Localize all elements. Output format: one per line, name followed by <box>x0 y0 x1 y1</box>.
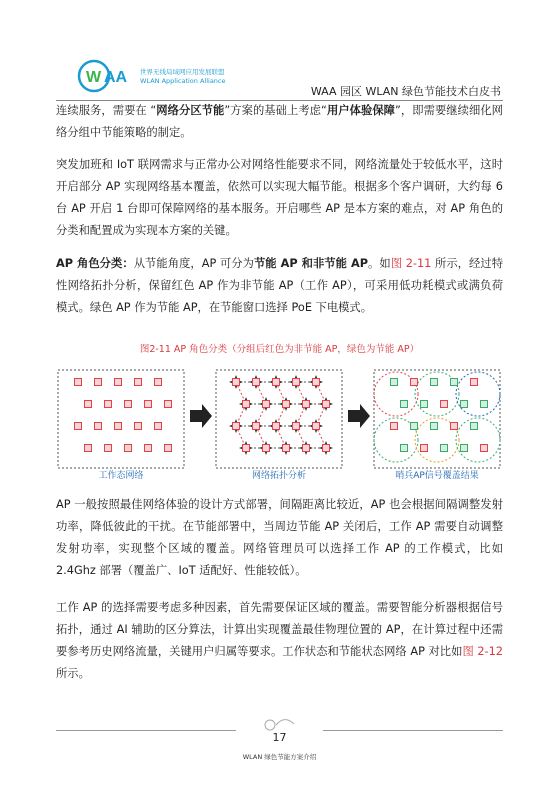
figure-2-11-link[interactable]: 图 2-11 <box>390 257 432 270</box>
waa-logo-icon <box>76 58 138 94</box>
energy-saving-ap-marker <box>471 423 478 430</box>
working-ap-marker <box>481 445 488 452</box>
energy-saving-ap-marker <box>411 423 418 430</box>
p3-text-d: 。如 <box>368 257 391 270</box>
svg-text:W: W <box>86 69 102 86</box>
ap-marker <box>145 401 152 408</box>
ap-marker <box>115 379 122 386</box>
p1-bold-user-experience: 用户体验保障 <box>326 104 396 117</box>
p1-text-a: 连续服务，需要在 “ <box>56 104 157 117</box>
energy-saving-ap-marker <box>421 401 428 408</box>
energy-saving-ap-marker <box>461 401 468 408</box>
ap-marker <box>323 445 330 452</box>
ap-marker <box>75 423 82 430</box>
p1-bold-network-partition: 网络分区节能 <box>156 104 225 117</box>
ap-marker <box>155 379 162 386</box>
energy-saving-ap-marker <box>461 445 468 452</box>
ap-marker <box>263 445 270 452</box>
ap-marker <box>283 445 290 452</box>
ap-marker <box>165 401 172 408</box>
energy-saving-ap-marker <box>401 401 408 408</box>
ap-marker <box>323 401 330 408</box>
energy-saving-ap-marker <box>441 445 448 452</box>
paragraph-5 <box>56 597 503 685</box>
ap-marker <box>155 423 162 430</box>
logo-text-en: WLAN Application Alliance <box>140 77 226 85</box>
ap-marker <box>293 423 300 430</box>
ap-marker <box>233 423 240 430</box>
working-ap-marker <box>391 423 398 430</box>
ap-marker <box>95 423 102 430</box>
ap-marker <box>243 401 250 408</box>
ap-marker <box>85 445 92 452</box>
paragraph-4: AP 一般按照最佳网络体验的设计方式部署，间隔距离比较近，AP 也会根据间隔调整发射功率，降低彼此的干扰。在节能部署中，当周边节能 AP 关闭后，工作 AP 需要自动调整发射功率，实现整个区域的覆盖。网络管理员可以选择工作 AP 的工作模式，比如 2.4Ghz 部署（覆盖广、IoT 适配好、性能较低）。 <box>56 498 503 577</box>
ap-role-figure <box>56 366 503 481</box>
p3-bold-ap-types: 节能 AP 和非节能 AP <box>253 257 368 270</box>
paragraph-3 <box>56 253 503 319</box>
working-ap-marker <box>471 379 478 386</box>
arrow-right-icon <box>190 404 212 428</box>
logo <box>76 58 256 94</box>
working-ap-marker <box>411 379 418 386</box>
logo-text-cn: 世界无线局域网应用发展联盟 <box>140 68 225 76</box>
page-number: 17 <box>272 731 287 744</box>
ap-marker <box>105 445 112 452</box>
ap-marker <box>135 423 142 430</box>
energy-saving-ap-marker <box>451 379 458 386</box>
p5-text-a: 工作 AP 的选择需要考虑多种因素，首先需要保证区域的覆盖。需要智能分析器根据信号拓扑，通过 AI 辅助的区分算法，计算出实现覆盖最佳物理位置的 AP，在计算过程中还需要参考历史网络流量，关键用户归属等要求。工作状态和节能状态网络 AP 对比如 <box>56 601 503 658</box>
ap-marker <box>273 379 280 386</box>
ap-marker <box>303 401 310 408</box>
ap-marker <box>253 423 260 430</box>
ap-marker <box>125 445 132 452</box>
p3-bold-ap-role: AP 角色分类： <box>56 257 134 270</box>
p3-text-b: 从节能角度，AP 可分为 <box>133 257 254 270</box>
ap-marker <box>253 379 260 386</box>
label-sentinel-coverage: 哨兵AP信号覆盖结果 <box>395 471 479 481</box>
p1-text-c: ”方案的基础上考虑“ <box>224 104 327 117</box>
logo-text <box>140 68 226 86</box>
label-topology-analysis: 网络拓扑分析 <box>251 471 306 481</box>
paragraph-2: 突发加班和 IoT 联网需求与正常办公对网络性能要求不同，网络流量处于较低水平，这时开启部分 AP 实现网络基本覆盖，依然可以实现大幅节能。根据多个客户调研，大约每 6 台 AP 开启 1 台即可保障网络的基本服务。开启哪些 AP 是本方案的难点，对 AP 角色的分类和配置成为实现本方案的关键。 <box>56 158 503 237</box>
label-working-network: 工作态网络 <box>98 471 144 481</box>
ap-marker <box>313 423 320 430</box>
energy-saving-ap-marker <box>481 401 488 408</box>
p5-text-c: 所示。 <box>56 667 90 680</box>
figure-2-12-link[interactable]: 图 2-12 <box>462 645 503 658</box>
energy-saving-ap-marker <box>391 379 398 386</box>
svg-text:AA: AA <box>104 69 128 86</box>
p1-text-e: ”，即需要继续细化网络分组中节能策略的制定。 <box>56 104 503 139</box>
ap-marker <box>233 379 240 386</box>
energy-saving-ap-marker <box>401 445 408 452</box>
ap-marker <box>273 423 280 430</box>
working-ap-marker <box>421 445 428 452</box>
figure-caption: 图2-11 AP 角色分类（分组后红色为非节能 AP，绿色为节能 AP） <box>139 344 420 355</box>
ap-marker <box>243 445 250 452</box>
ap-marker <box>85 401 92 408</box>
ap-marker <box>115 423 122 430</box>
working-ap-marker <box>451 423 458 430</box>
ap-marker <box>75 379 82 386</box>
ap-marker <box>313 379 320 386</box>
p3-text-f: 所示，经过特性网络拓扑分析，保留红色 AP 作为非节能 AP（工作 AP），可采用低功耗模式或满负荷模式。绿色 AP 作为节能 AP，在节能窗口选择 PoE 下电模式。 <box>56 257 503 314</box>
arrow-right-icon <box>348 404 370 428</box>
energy-saving-ap-marker <box>431 379 438 386</box>
energy-saving-ap-marker <box>431 423 438 430</box>
ap-marker <box>95 379 102 386</box>
document-title: WAA 园区 WLAN 绿色节能技术白皮书 <box>310 85 501 98</box>
ap-marker <box>125 401 132 408</box>
paragraph-1 <box>56 100 503 144</box>
ap-marker <box>263 401 270 408</box>
working-ap-marker <box>441 401 448 408</box>
ap-role-diagram <box>56 366 503 478</box>
ap-marker <box>135 379 142 386</box>
ap-marker <box>145 445 152 452</box>
ap-marker <box>293 379 300 386</box>
footer-ornament-icon <box>262 716 296 732</box>
footer-section-title: WLAN 绿色节能方案介绍 <box>242 753 317 761</box>
ap-marker <box>105 401 112 408</box>
ap-marker <box>283 401 290 408</box>
ap-marker <box>165 445 172 452</box>
ap-marker <box>303 445 310 452</box>
